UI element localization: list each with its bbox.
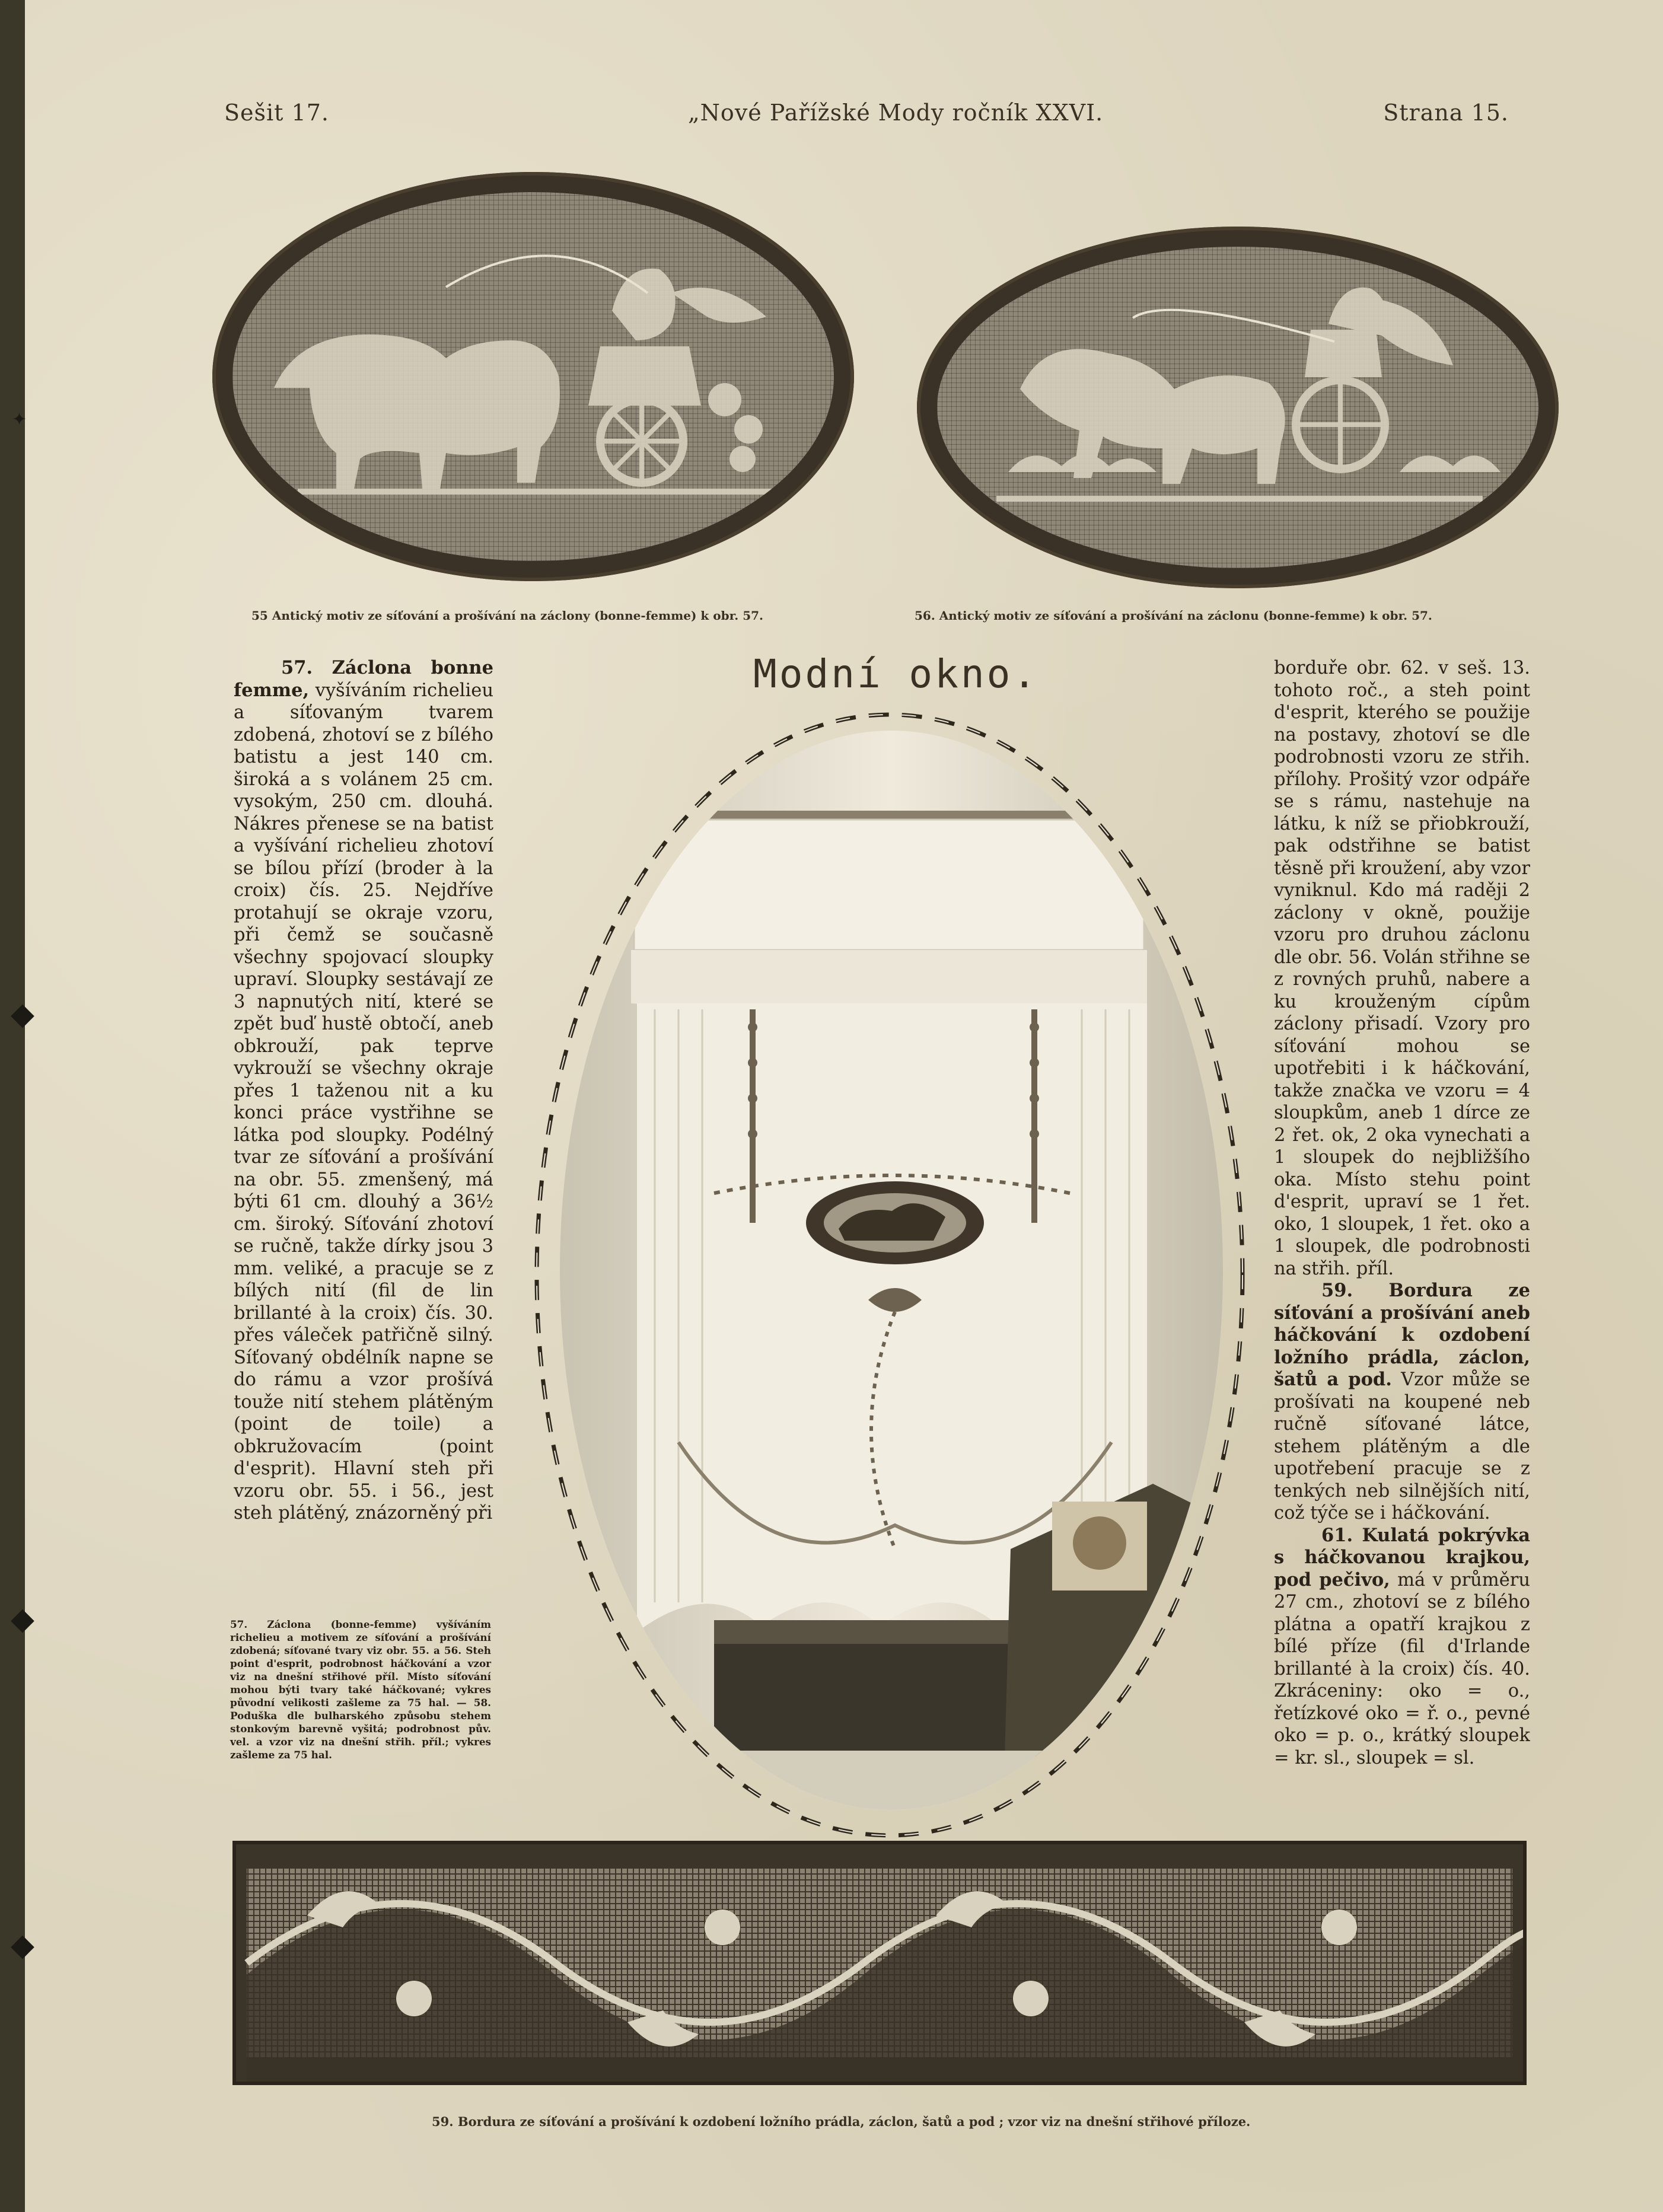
figure-59-border-band	[232, 1841, 1527, 2085]
article-57-heading: 57. Záclona bonne femme,	[234, 657, 493, 701]
caption-figure-55: 55 Antický motiv ze síťování a prošívání na záclony (bonne-femme) k obr. 57.	[251, 608, 763, 623]
header-title: „Nové Pařížské Mody ročník XXVI.	[688, 100, 1104, 126]
left-margin-ornament-2: ◆	[11, 996, 34, 1032]
left-margin-ornament-4: ◆	[11, 1927, 34, 1963]
figure-55-oval	[212, 172, 854, 581]
article-59-heading: 59. Bordura ze síťování a prošívání aneb háčkování k ozdobení ložního prádla, záclon, šatů a pod.	[1274, 1280, 1530, 1390]
left-margin-ornament-1: ✦	[12, 409, 27, 430]
figure-59-vine-pattern	[236, 1844, 1523, 2082]
figure-56-chariot-motif	[937, 247, 1538, 568]
figure-57-58-note: 57. Záclona (bonne-femme) vyšíváním richelieu a motivem ze síťování a prošívání zdobená; síťované tvary viz obr. 55. a 56. Steh point d'esprit, podrobnost háčkování a vzor viz na dnešní střihové příl. Místo síťování mohou býti tvary také háčkované; vykres původní velikosti zašleme za 75 hal. — 58. Poduška dle bulharského způsobu stehem stonkovým barevně vyšitá; podrobnost pův. vel. a vzor viz na dnešní střih. příl.; vykres zašleme za 75 hal.	[230, 1618, 491, 1761]
right-column-article	[1274, 657, 1530, 1843]
figure-56-oval	[917, 227, 1559, 588]
figure-55-filet-mesh	[232, 192, 834, 561]
page-left-edge	[0, 0, 25, 2212]
article-59-body: Vzor může se prošívati na koupené neb ručně síťované látce, stehem plátěným a dle upotřebení pracuje se z tenkých neb silnějších nití, což týče se i háčkování.	[1274, 1369, 1530, 1523]
caption-figure-59: 59. Bordura ze síťování a prošívání k ozdobení ložního prádla, záclon, šatů a pod ; vzor viz na dnešní střihové příloze.	[432, 2114, 1251, 2129]
modni-okno-title: Modní okno.	[753, 651, 1039, 697]
article-57-body: vyšíváním richelieu a síťovaným tvarem zdobená, zhotoví se z bílého batistu a jest 140 cm. široká a s volánem 25 cm. vysokým, 250 cm. dlouhá. Nákres přenese se na batist a vyšívání richelieu zhotoví se bílou přízí (broder à la croix) čís. 25. Nejdříve protahují se okraje vzoru, při čemž se současně všechny spojovací sloupky upraví. Sloupky sestávají ze 3 napnutých nití, které se zpět buď hustě obtočí, aneb obkrouží, pak teprve vykrouží se všechny okraje přes 1 taženou nit a ku konci práce vystřihne se látka pod sloupky. Podélný tvar ze síťování a prošívání na obr. 55. zmenšený, má býti 61 cm. dlouhý a 36½ cm. široký. Síťování zhotoví se ručně, takže dírky jsou 3 mm. veliké, a pracuje se z bílých nití (fil de lin brillanté à la croix) čís. 30. přes váleček patřičně silný. Síťovaný obdélník napne se do rámu a vzor prošívá touže nití stehem plátěným (point de toile) a obkružovacím (point d'esprit). Hlavní steh při vzoru obr. 55. i 56., jest steh plátěný, znázorněný při	[234, 680, 493, 1523]
figure-55-chariot-motif	[232, 192, 834, 561]
header-page-number: Strana 15.	[1383, 100, 1509, 126]
window-oval-chain-border	[534, 682, 1245, 1838]
left-margin-ornament-3: ◆	[11, 1601, 34, 1637]
article-57-continued: borduře obr. 62. v seš. 13. tohoto roč., a steh point d'esprit, kterého se použije na postavy, zhotoví se dle podrobnosti vzoru ze střih. přílohy. Prošitý vzor odpáře se s rámu, nastehuje na látku, k níž se přiobkrouží, pak odstřihne se batist těsně při kroužení, aby vzor vyniknul. Kdo má raději 2 záclony v okně, použije vzoru pro druhou záclonu dle obr. 56. Volán střihne se z rovných pruhů, nabere a ku krouženým cípům záclony přisadí. Vzory pro síťování mohou se upotřebiti i k háčkování, takže značka ve vzoru = 4 sloupkům, aneb 1 dírce ze 2 řet. ok, 2 oka vynechati a 1 sloupek do nejbližšího oka. Místo stehu point d'esprit, upraví se 1 řet. oko, 1 sloupek, 1 řet. oko a 1 sloupek, dle podrobnosti na střih. příl.	[1274, 658, 1530, 1279]
left-column-article	[234, 657, 493, 1612]
article-61-body: má v průměru 27 cm., zhotoví se z bílého plátna a opatří krajkou z bílé příze (fil d'Irlande brillanté à la croix) čís. 40. Zkráceniny: oko = o., řetízkové oko = ř. o., pevné oko = p. o., krátký sloupek = kr. sl., sloupek = sl.	[1274, 1569, 1530, 1768]
caption-figure-56: 56. Antický motiv ze síťování a prošívání na záclonu (bonne-femme) k obr. 57.	[915, 608, 1432, 623]
figure-56-filet-mesh	[937, 247, 1538, 568]
article-61-heading: 61. Kulatá pokrývka s háčkovanou krajkou, pod pečivo,	[1274, 1524, 1530, 1591]
header-issue: Sešit 17.	[224, 100, 329, 126]
